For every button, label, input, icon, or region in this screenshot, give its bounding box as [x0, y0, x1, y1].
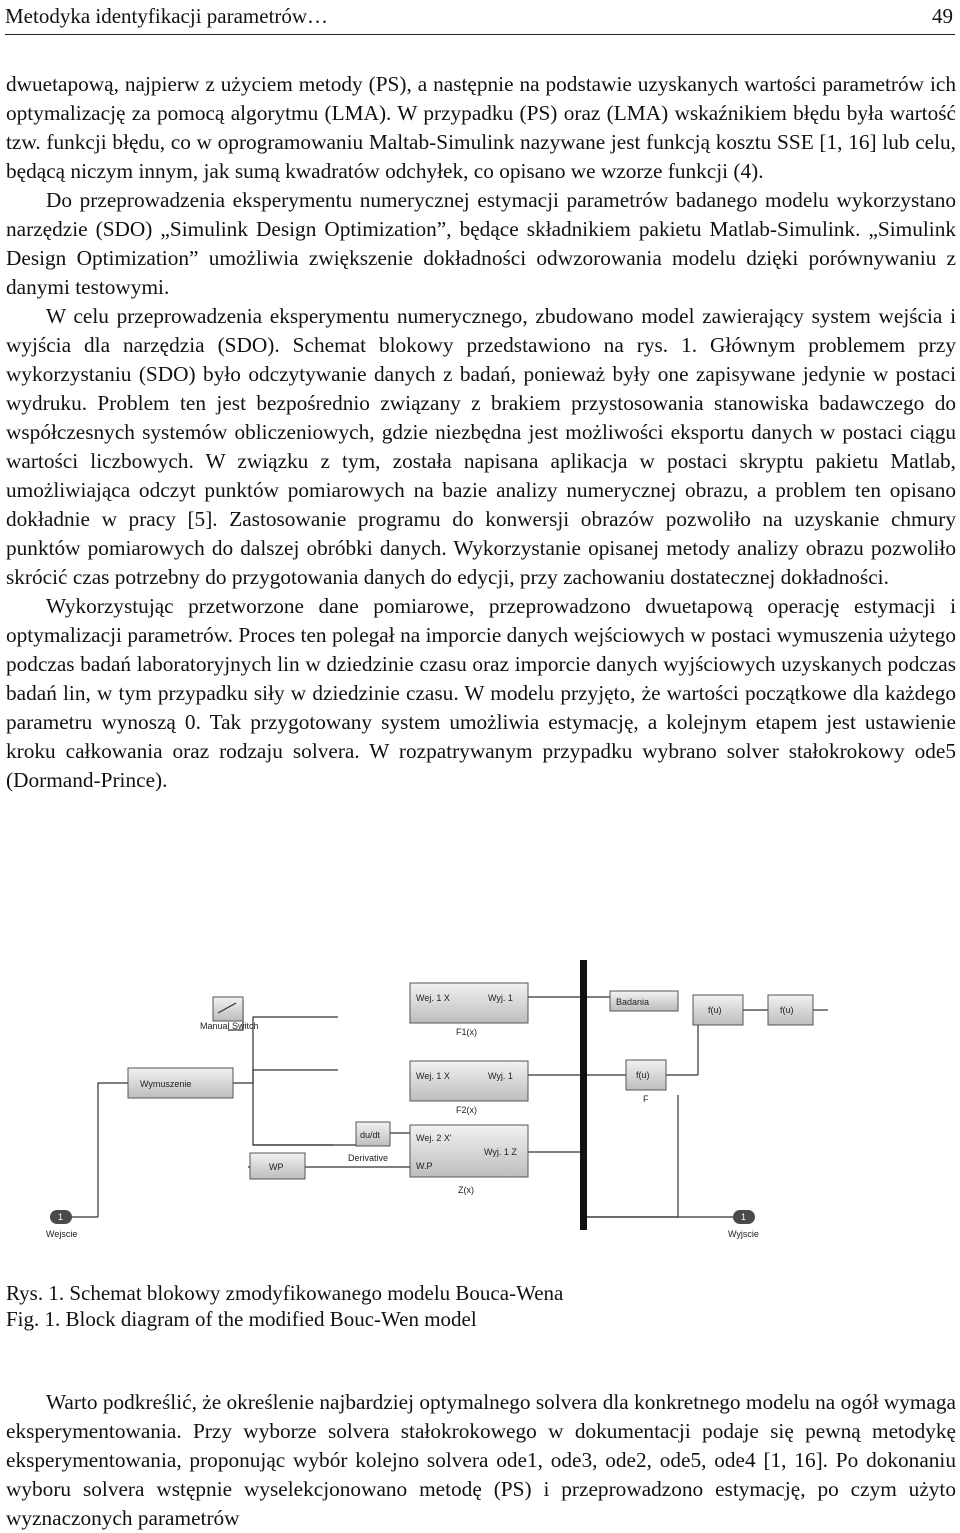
z-input2-label: W.P: [416, 1161, 433, 1171]
badania-block: [610, 991, 678, 1011]
input-port: [46, 1210, 77, 1239]
running-header: [5, 0, 955, 35]
paragraph-sdo: Do przeprowadzenia eksperymentu numerycznej estymacji parametrów badanego modelu wykorzystano narzędzie (SDO) „Simulink Design Optimization”, będące składnikiem pakietu Matlab-Simulink. „Simulink Design Optimization” umożliwia zwiększenie dokładności odwzorowania modelu dzięki porównywaniu z danymi testowymi.: [6, 188, 956, 299]
f1-input-label: Wej. 1 X: [416, 993, 450, 1003]
f1-subsystem: [410, 983, 528, 1037]
wp-label: WP: [269, 1162, 284, 1172]
page-number: 49: [932, 4, 953, 28]
fcn-block-small: [693, 995, 743, 1025]
simulink-block-diagram: [38, 955, 838, 1245]
wp-block: [250, 1153, 305, 1179]
z-output-label: Wyj. 1 Z: [484, 1147, 517, 1157]
signal-lines: [70, 995, 828, 1217]
f2-input-label: Wej. 1 X: [416, 1071, 450, 1081]
mux-bar: [580, 960, 587, 1230]
derivative-block: [348, 1122, 390, 1163]
header-title: Metodyka identyfikacji parametrów…: [5, 4, 329, 28]
output-port-label: Wyjscie: [728, 1229, 759, 1239]
paragraph-estimation: Wykorzystując przetworzone dane pomiarowe, przeprowadzono dwuetapową operację estymacji i optymalizacji parametrów. Proces ten polegał na imporcie danych wejściowych w postaci wymuszenia użytego podczas badań laboratoryjnych lin w dziedzinie czasu oraz imporcie danych wyjściowych uzyskanych podczas badań lin, w tym przypadku siły w dziedzinie czasu. W modelu przyjęto, że wartości początkowe dla każdego parametru wynoszą 0. Tak przygotowany system umożliwia estymację, a kolejnym etapem jest ustawienie kroku całkowania oraz rodzaju solvera. W rozpatrywanym przypadku wybrano solver stałokrokowy ode5 (Dormand-Prince).: [6, 594, 956, 792]
f2-label: F2(x): [456, 1105, 477, 1115]
derivative-label: Derivative: [348, 1153, 389, 1163]
z-subsystem: [410, 1125, 528, 1195]
fcn-block-right: [768, 995, 813, 1025]
fcn-block-f: [626, 1060, 666, 1104]
body-text-upper: [6, 70, 956, 795]
paragraph-intro: dwuetapową, najpierw z użyciem metody (PS), a następnie na podstawie uzyskanych wartości parametrów ich optymalizację za pomocą algorytmu (LMA). W przypadku (PS) oraz (LMA) wskaźnikiem błędu była wartość tzw. funkcji błędu, co w oprogramowaniu Maltab-Simulink nazywane jest funkcją kosztu SSE [1, 16] lub celu, będącą niczym innym, jak sumą kwadratów odchyłek, co opisano we wzorze funkcji (4).: [6, 72, 956, 183]
figure-caption-en: Fig. 1. Block diagram of the modified Bouc-Wen model: [6, 1307, 477, 1331]
manual-switch-block: [200, 997, 259, 1031]
fcn-f-symbol: f(u): [636, 1070, 650, 1080]
input-port-label: Wejscie: [46, 1229, 78, 1239]
f2-output-label: Wyj. 1: [488, 1071, 513, 1081]
f1-output-label: Wyj. 1: [488, 993, 513, 1003]
manual-switch-label: Manual Switch: [200, 1021, 259, 1031]
fcn-right-label: f(u): [780, 1005, 794, 1015]
f1-label: F1(x): [456, 1027, 477, 1037]
paragraph-solver: Warto podkreślić, że określenie najbardziej optymalnego solvera dla konkretnego modelu na ogół wymaga eksperymentowania. Przy wyborze solvera stałokrokowego w dokumentacji podaje się pewną metodykę eksperymentowania, proponując wybór kolejno solvera ode1, ode3, ode2, ode5, ode4 [1, 16]. Po dokonaniu wyboru solvera wstępnie wyselekcjonowano metodę (PS) i przeprowadzono estymację, po czym użyto wyznaczonych parametrów: [6, 1390, 956, 1530]
figure-caption-pl: Rys. 1. Schemat blokowy zmodyfikowanego modelu Bouca-Wena: [6, 1281, 564, 1305]
output-port: [728, 1210, 759, 1239]
input-port-number: 1: [58, 1212, 64, 1222]
z-label: Z(x): [458, 1185, 474, 1195]
badania-label: Badania: [616, 997, 650, 1007]
fcn-small-label: f(u): [708, 1005, 722, 1015]
derivative-symbol: du/dt: [360, 1130, 381, 1140]
z-input1-label: Wej. 2 X': [416, 1133, 452, 1143]
fcn-f-label: F: [643, 1094, 649, 1104]
output-port-number: 1: [741, 1212, 747, 1222]
paragraph-model: W celu przeprowadzenia eksperymentu numerycznego, zbudowano model zawierający system wejścia i wyjścia dla narzędzia (SDO). Schemat blokowy przedstawiono na rys. 1. Głównym problemem przy wykorzystaniu (SDO) było odczytywanie danych z badań, ponieważ były one zapisywane jedynie w postaci wydruku. Problem ten jest bezpośrednio związany z brakiem przystosowania stanowiska badawczego do współczesnych systemów obliczeniowych, gdzie niezbędna jest możliwości eksportu danych w postaci ciągu wartości liczbowych. W związku z tym, została napisana aplikacja w postaci skryptu pakietu Matlab, umożliwiająca odczyt punktów pomiarowych na bazie analizy numerycznej obrazu, a problem ten opisano dokładnie w pracy [5]. Zastosowanie programu do konwersji obrazów pozwoliło na uzyskanie chmury punktów pomiarowych do dalszej obróbki danych. Wykorzystanie opisanej metody analizy obrazu pozwoliło skrócić czas potrzebny do przygotowania danych do edycji, przy zachowaniu dostatecznej dokładności.: [6, 304, 956, 589]
wymuszenie-block: [128, 1068, 233, 1098]
f2-subsystem: [410, 1061, 528, 1115]
wymuszenie-label: Wymuszenie: [140, 1079, 192, 1089]
